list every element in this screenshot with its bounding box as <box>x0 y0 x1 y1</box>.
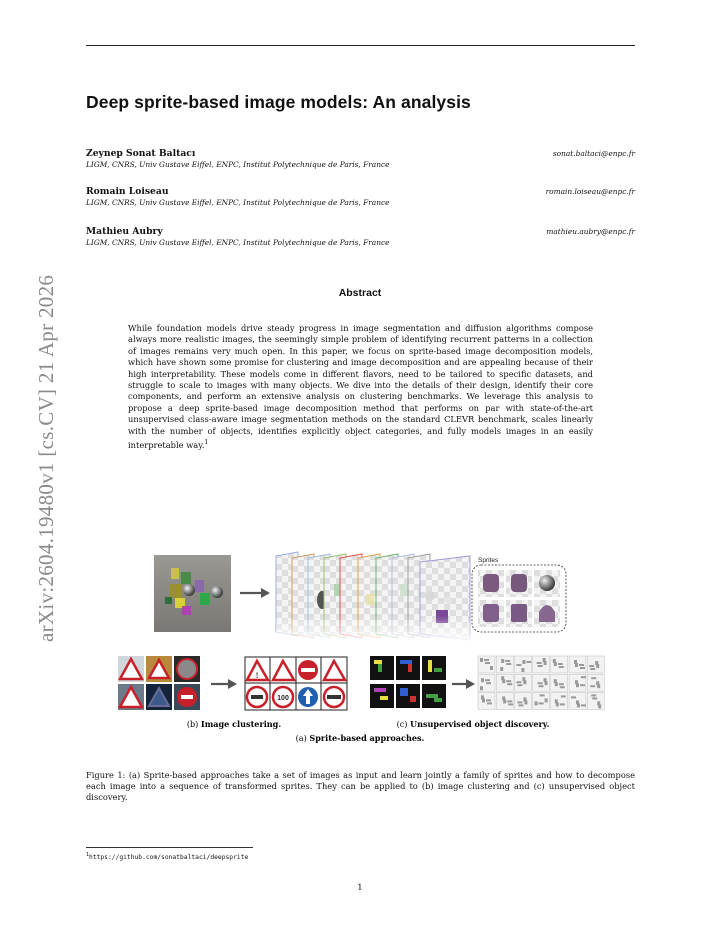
abstract-heading: Abstract <box>338 287 382 299</box>
sprite-fragment <box>484 659 489 661</box>
sprite-fragment <box>517 684 522 686</box>
sprite-fragment <box>516 681 521 683</box>
sprite-fragment <box>535 701 538 705</box>
sprite-fragment <box>508 703 513 705</box>
sprite-fragment <box>595 661 598 665</box>
tetromino-inputs <box>370 656 446 708</box>
sprite-fragment <box>539 702 544 704</box>
paper-title: Deep sprite-based image models: An analysis <box>86 92 471 112</box>
sprite-fragment <box>539 685 544 687</box>
footnote-link[interactable]: https://github.com/sonatbaltaci/deepsprite <box>89 854 249 862</box>
sprite-fragment <box>537 662 542 664</box>
decomposition-cell <box>533 656 550 673</box>
footnote <box>86 852 248 861</box>
decomposition-cell <box>514 692 531 709</box>
author-affiliation: LIGM, CNRS, Univ Gustave Eiffel, ENPC, Institut Polytechnique de Paris, France <box>86 198 390 207</box>
sprite-fragment <box>487 702 492 704</box>
svg-text:!: ! <box>255 671 259 680</box>
sprite-fragment <box>516 664 521 666</box>
sprite-fragment <box>486 682 491 684</box>
sprite-fragment <box>560 686 565 688</box>
abstract-text: While foundation models drive steady progress in image segmentation and diffusion algorithms compose always more realistic images, the seemingly simple problem of identifying recurrent patterns in a collection of images remains very much open. In this paper, we focus on sprite-based image decomposition models, which have shown some promise for clustering and image decomposition and are appealing because of their high interpretability. These models come in different flavors, need to be tailored to specific datasets, and struggle to scale to images with many objects. We dive into the details of their design, identify their core components, and perform an extensive analysis on clustering benchmarks. We leverage this analysis to propose a deep sprite-based image decomposition method that performs on par with state-of-the-art unsupervised class-aware image segmentation methods on the standard CLEVR benchmark, scales linearly with the number of objects, identifies explicitly object categories, and fully models images in an easily interpretable way. <box>128 323 593 450</box>
sprite-fragment <box>490 666 493 670</box>
arrow-icon <box>240 588 270 598</box>
sprite-fragment <box>560 703 565 705</box>
sprite-fragment <box>580 667 585 669</box>
sprite-fragment <box>590 685 595 687</box>
arrow-icon <box>211 679 237 689</box>
sprite-fragment <box>502 696 505 700</box>
author-email: sonat.baltaci@enpc.fr <box>552 149 635 158</box>
sprite-fragment <box>581 676 586 678</box>
decomposition-cell <box>551 692 568 709</box>
sprite-fragment <box>518 704 523 706</box>
sprite-fragment <box>559 666 564 668</box>
sprite-fragment <box>597 701 600 705</box>
sprite-fragment <box>523 697 526 701</box>
arrow-icon <box>452 679 475 689</box>
sprite-layer-stack <box>276 552 472 644</box>
author-affiliation: LIGM, CNRS, Univ Gustave Eiffel, ENPC, Institut Polytechnique de Paris, France <box>86 160 390 169</box>
subcaption-b: (b) Image clustering. <box>186 719 282 729</box>
sprite-fragment <box>544 678 547 682</box>
sprite-fragment <box>559 683 564 685</box>
traffic-sign-prototypes <box>245 657 347 710</box>
decomposition-grid <box>478 656 604 709</box>
sprite-fragment <box>517 701 522 703</box>
author-name: Romain Loiseau <box>86 186 169 197</box>
page-number: 1 <box>357 883 363 893</box>
figure-caption: Figure 1: (a) Sprite-based approaches take a set of images as input and learn jointly a family of sprites and how to decompose each image into a sequence of transformed sprites. They can be applied to (b) image clustering and (c) unsupervised object discovery. <box>86 770 635 803</box>
sprite-fragment <box>480 658 483 662</box>
sprite-fragment <box>501 676 504 680</box>
sprite-fragment <box>571 696 576 698</box>
sprite-fragment <box>553 659 556 663</box>
sprite-fragment <box>575 680 578 684</box>
sprite-fragment <box>592 697 597 699</box>
author-email: mathieu.aubry@enpc.fr <box>546 227 635 236</box>
sprite-fragment <box>538 665 543 667</box>
sprite-fragment <box>538 682 543 684</box>
traffic-sign-inputs <box>118 656 200 710</box>
sprite-fragment <box>596 681 599 685</box>
sprite-fragment <box>507 683 512 685</box>
sprite-fragment <box>576 700 579 704</box>
sprites-label: Sprites <box>478 557 499 564</box>
sprite-fragment <box>581 704 586 706</box>
sprite-fragment <box>500 667 503 671</box>
sprite-fragment <box>545 698 548 702</box>
speed-limit-label: 100 <box>277 695 289 702</box>
sprite-fragment <box>501 659 504 663</box>
sprite-fragment <box>591 677 596 679</box>
sprite-fragment <box>521 668 524 672</box>
sprite-fragment <box>526 661 531 663</box>
sprite-fragment <box>507 700 512 702</box>
author-name: Zeynep Sonat Baltacı <box>86 148 196 159</box>
sprite-fragment <box>558 663 563 665</box>
sprites-box <box>472 565 566 632</box>
sprite-fragment <box>480 686 483 690</box>
author-name: Mathieu Aubry <box>86 226 163 237</box>
sprite-fragment <box>589 665 594 667</box>
clevr-scene-image <box>154 555 231 632</box>
sprite-fragment <box>543 658 546 662</box>
subcaption-c: (c) Unsupervised object discovery. <box>396 719 550 729</box>
sprite-fragment <box>561 695 566 697</box>
author-affiliation: LIGM, CNRS, Univ Gustave Eiffel, ENPC, Institut Polytechnique de Paris, France <box>86 238 390 247</box>
sprite-fragment <box>554 679 557 683</box>
arxiv-identifier: arXiv:2604.19480v1 [cs.CV] 21 Apr 2026 <box>34 274 58 642</box>
sprite-fragment <box>486 699 491 701</box>
sprite-fragment <box>485 662 490 664</box>
sprite-fragment <box>485 679 490 681</box>
footnote-rule <box>86 847 253 848</box>
footnote-number: 1 <box>86 852 90 858</box>
sprite-fragment <box>591 694 596 696</box>
subcaption-a: (a) Sprite-based approaches. <box>295 733 425 743</box>
sprite-fragment <box>481 695 484 699</box>
sprite-fragment <box>580 684 585 686</box>
sprite-fragment <box>555 699 558 703</box>
sprite-fragment <box>506 680 511 682</box>
sprite-fragment <box>579 664 584 666</box>
decomposition-cell <box>551 674 568 691</box>
sprite-fragment <box>506 663 511 665</box>
author-email: romain.loiseau@enpc.fr <box>545 187 635 196</box>
sprite-fragment <box>540 694 545 696</box>
sprite-fragment <box>522 660 525 664</box>
decomposition-cell <box>587 674 604 691</box>
sprite-fragment <box>522 677 525 681</box>
sprite-fragment <box>574 660 577 664</box>
sprite-fragment <box>505 660 510 662</box>
sprite-fragment <box>590 668 595 670</box>
footnote-marker: 1 <box>204 439 209 447</box>
sprite-fragment <box>481 678 484 682</box>
